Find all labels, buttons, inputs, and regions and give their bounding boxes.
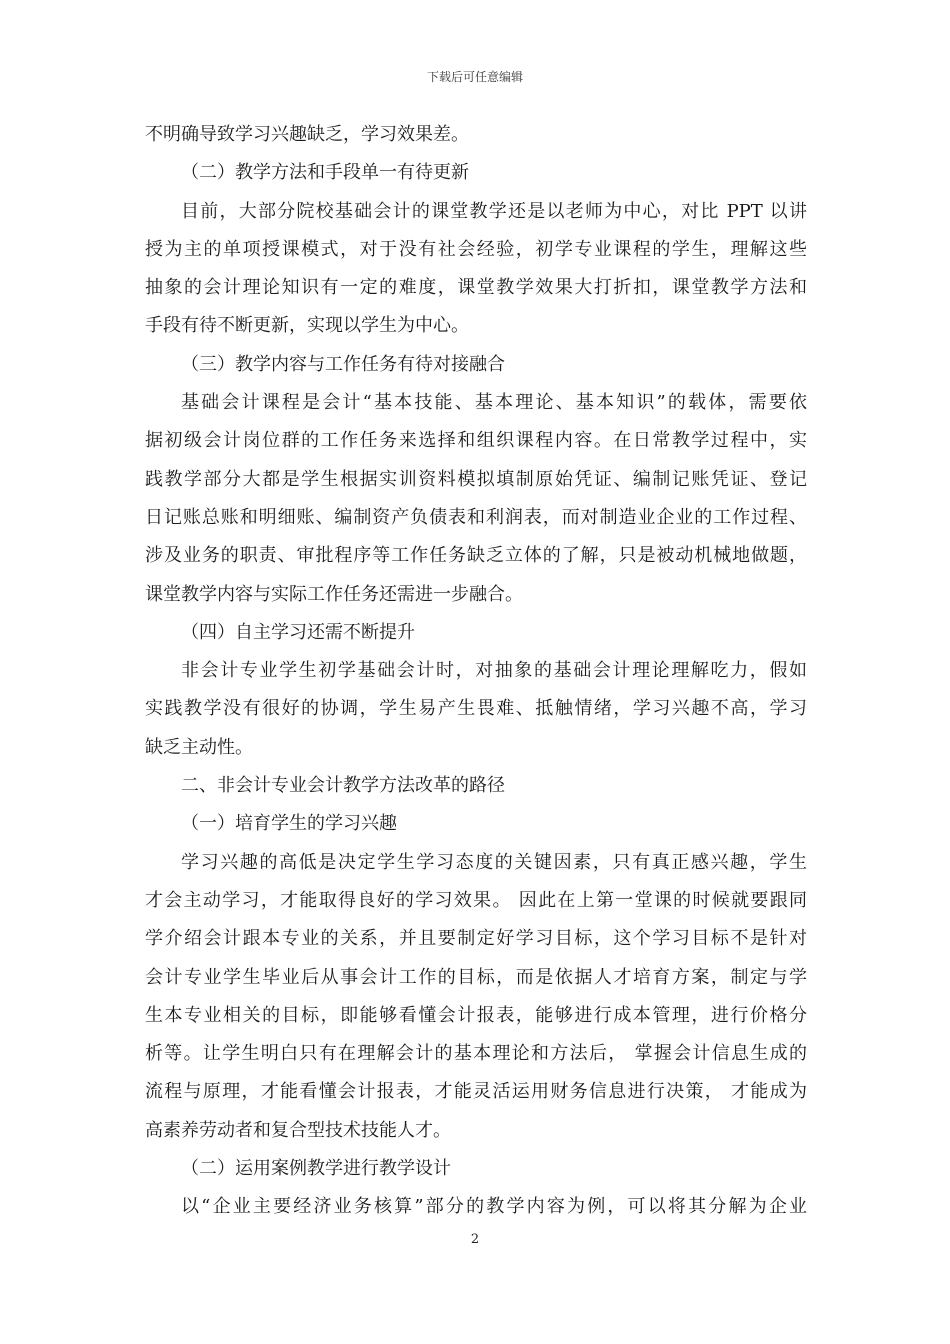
text-line: 实践教学没有很好的协调，学生易产生畏难、抵触情绪，学习兴趣不高，学习: [145, 698, 807, 720]
text-line: 才会主动学习，才能取得良好的学习效果。 因此在上第一堂课的时候就要跟同: [145, 889, 807, 911]
text-line: 学介绍会计跟本专业的关系，并且要制定好学习目标，这个学习目标不是针对: [145, 928, 807, 950]
text-line: （二）教学方法和手段单一有待更新: [181, 162, 469, 184]
text-line: 践教学部分大都是学生根据实训资料模拟填制原始凭证、编制记账凭证、登记: [145, 468, 807, 490]
text-line: 课堂教学内容与实际工作任务还需进一步融合。: [145, 583, 523, 605]
text-line: 不明确导致学习兴趣缺乏，学习效果差。: [145, 124, 469, 145]
page-number: 2: [470, 1232, 480, 1247]
text-line: 流程与原理，才能看懂会计报表，才能灵活运用财务信息进行决策， 才能成为: [145, 1081, 807, 1103]
text-line: （二）运用案例教学进行教学设计: [181, 1158, 451, 1180]
text-line: 会计专业学生毕业后从事会计工作的目标，而是依据人才培育方案，制定与学: [145, 966, 807, 988]
document-body: [145, 116, 807, 1227]
text-line: （四）自主学习还需不断提升: [181, 621, 415, 643]
text-line: 抽象的会计理论知识有一定的难度，课堂教学效果大打折扣，课堂教学方法和: [145, 277, 807, 299]
text-line: 析等。让学生明白只有在理解会计的基本理论和方法后， 掌握会计信息生成的: [145, 1043, 807, 1065]
text-line: 二、非会计专业会计教学方法改革的路径: [181, 775, 505, 797]
text-line: 涉及业务的职责、审批程序等工作任务缺乏立体的了解，只是被动机械地做题，: [145, 545, 807, 567]
text-line: （一）培育学生的学习兴趣: [181, 813, 397, 835]
text-line: 授为主的单项授课模式，对于没有社会经验，初学专业课程的学生，理解这些: [145, 238, 807, 260]
text-line: 非会计专业学生初学基础会计时，对抽象的基础会计理论理解吃力，假如: [181, 660, 807, 682]
text-line: 以“企业主要经济业务核算”部分的教学内容为例，可以将其分解为企业: [181, 1196, 807, 1218]
text-line: 高素养劳动者和复合型技术技能人才。: [145, 1119, 451, 1141]
text-line: 目前，大部分院校基础会计的课堂教学还是以老师为中心，对比 PPT 以讲: [181, 200, 807, 222]
text-line: 基础会计课程是会计“基本技能、基本理论、基本知识”的载体，需要依: [181, 392, 807, 414]
page-header: 下载后可任意编辑: [426, 70, 523, 84]
text-line: 学习兴趣的高低是决定学生学习态度的关键因素，只有真正感兴趣，学生: [181, 851, 807, 873]
text-line: 缺乏主动性。: [145, 736, 253, 758]
text-line: 手段有待不断更新，实现以学生为中心。: [145, 315, 469, 337]
text-line: 生本专业相关的目标，即能够看懂会计报表，能够进行成本管理，进行价格分: [145, 1004, 807, 1026]
text-line: 日记账总账和明细账、编制资产负债表和利润表，而对制造业企业的工作过程、: [145, 506, 807, 528]
text-line: （三）教学内容与工作任务有待对接融合: [181, 353, 505, 375]
text-line: 据初级会计岗位群的工作任务来选择和组织课程内容。在日常教学过程中，实: [145, 430, 807, 452]
